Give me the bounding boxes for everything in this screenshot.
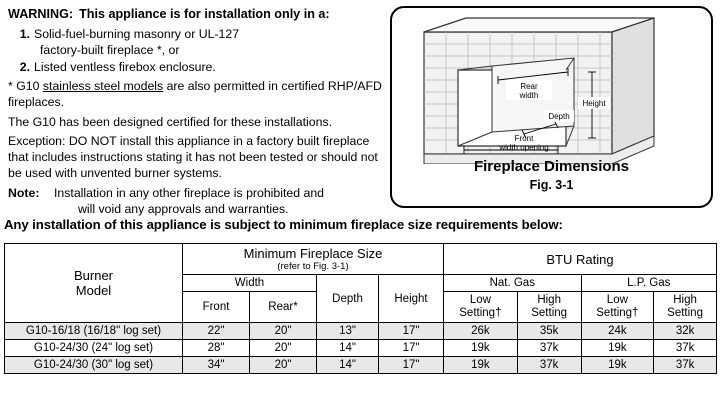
list-item-line2: factory-built fireplace *, or	[40, 42, 180, 57]
table-header-row-1	[5, 244, 717, 275]
cell-rear: 20"	[250, 357, 317, 374]
fireplace-size-table	[4, 243, 717, 374]
header-nat-high-setting	[517, 292, 581, 323]
header-min-size-line1: Minimum Fireplace Size	[243, 246, 383, 261]
cell-rear: 20"	[250, 340, 317, 357]
certification-paragraph: The G10 has been designed certified for these installations.	[8, 114, 333, 129]
header-burner-model	[5, 244, 183, 323]
cell-lp-high: 37k	[654, 340, 717, 357]
cell-nat-low: 19k	[444, 357, 518, 374]
header-nat-high-line2: Setting	[531, 307, 568, 320]
header-lp-high-line1: High	[673, 294, 697, 306]
fireplace-diagram-icon	[406, 14, 701, 164]
label-front-width-line1: Front	[514, 134, 534, 143]
label-height: Height	[582, 99, 606, 108]
header-nat-high-line1: High	[537, 294, 561, 306]
cell-depth: 13"	[317, 323, 379, 340]
note-label: Note:	[8, 185, 40, 200]
cell-nat-high: 37k	[517, 340, 581, 357]
cell-lp-low: 19k	[581, 357, 654, 374]
cell-lp-high: 32k	[654, 323, 717, 340]
cell-depth: 14"	[317, 357, 379, 374]
table-row	[5, 357, 717, 374]
note-line2: will void any approvals and warranties.	[78, 201, 289, 216]
cell-height: 17"	[379, 323, 444, 340]
cell-rear: 20"	[250, 323, 317, 340]
cell-lp-high: 37k	[654, 357, 717, 374]
header-burner-model-line2: Model	[75, 283, 112, 299]
note-paragraph	[8, 185, 386, 217]
header-lp-low-line1: Low	[606, 294, 628, 306]
cell-height: 17"	[379, 357, 444, 374]
label-front-width-line2: width opening	[499, 143, 549, 152]
cell-nat-high: 37k	[517, 357, 581, 374]
list-item-line1: Solid-fuel-burning masonry or UL-127	[34, 26, 240, 41]
header-nat-low-line2: Setting†	[459, 307, 502, 320]
list-item	[19, 26, 386, 58]
label-depth: Depth	[548, 112, 570, 121]
list-item-number: 2.	[19, 60, 30, 75]
cell-model: G10-16/18 (16/18" log set)	[5, 323, 183, 340]
header-min-size-line2: (refer to Fig. 3-1)	[277, 261, 349, 272]
figure-caption: Fireplace Dimensions	[473, 158, 630, 175]
figure-panel	[390, 6, 713, 208]
header-nat-gas: Nat. Gas	[444, 275, 582, 292]
header-lp-high-line2: Setting	[667, 307, 703, 320]
header-rear: Rear*	[250, 292, 317, 323]
cell-front: 34"	[183, 357, 250, 374]
cell-model: G10-24/30 (30" log set)	[5, 357, 183, 374]
exception-paragraph: Exception: DO NOT install this appliance in a factory built fireplace that includes instructions stating it has not been tested or should not be used with unvented burner systems.	[8, 133, 378, 181]
cell-depth: 14"	[317, 340, 379, 357]
header-nat-low-setting	[444, 292, 518, 323]
header-lp-gas: L.P. Gas	[581, 275, 716, 292]
cell-nat-low: 19k	[444, 340, 518, 357]
cell-nat-low: 26k	[444, 323, 518, 340]
cell-nat-high: 35k	[517, 323, 581, 340]
warning-heading-label: WARNING:	[8, 7, 74, 21]
header-lp-low-line2: Setting†	[596, 307, 639, 320]
header-lp-high-setting	[654, 292, 717, 323]
header-lp-low-setting	[581, 292, 654, 323]
header-btu-rating: BTU Rating	[444, 244, 717, 275]
header-nat-low-line1: Low	[469, 294, 491, 306]
cell-model: G10-24/30 (24" log set)	[5, 340, 183, 357]
cell-lp-low: 24k	[581, 323, 654, 340]
banner-text: Any installation of this appliance is subject to minimum fireplace size requirements below:	[4, 217, 563, 232]
footnote-prefix: * G10	[8, 79, 43, 94]
cell-lp-low: 19k	[581, 340, 654, 357]
warning-block	[8, 6, 386, 217]
label-rear-width-line1: Rear	[520, 82, 538, 91]
header-burner-model-line1: Burner	[73, 268, 114, 284]
footnote-suffix: are also permitted in certified RHP/AFD fireplaces.	[8, 79, 382, 110]
cell-front: 28"	[183, 340, 250, 357]
warning-heading-text: This appliance is for installation only in a:	[79, 7, 330, 21]
label-rear-width-line2: width	[519, 91, 539, 100]
footnote-paragraph	[8, 78, 386, 110]
header-front: Front	[183, 292, 250, 323]
table-row	[5, 340, 717, 357]
list-item	[19, 59, 386, 75]
warning-heading	[8, 6, 386, 23]
figure-number: Fig. 3-1	[529, 178, 574, 192]
note-line1: Installation in any other fireplace is prohibited and	[54, 185, 325, 200]
header-width: Width	[183, 275, 317, 292]
header-height: Height	[379, 275, 444, 323]
table-row	[5, 323, 717, 340]
footnote-underlined-text: stainless steel models	[42, 79, 164, 94]
list-item-number: 1.	[19, 26, 30, 41]
cell-front: 22"	[183, 323, 250, 340]
cell-height: 17"	[379, 340, 444, 357]
header-min-fireplace-size	[183, 244, 444, 275]
list-item-line1: Listed ventless firebox enclosure.	[34, 60, 216, 75]
header-depth: Depth	[317, 275, 379, 323]
warning-list	[8, 26, 386, 76]
